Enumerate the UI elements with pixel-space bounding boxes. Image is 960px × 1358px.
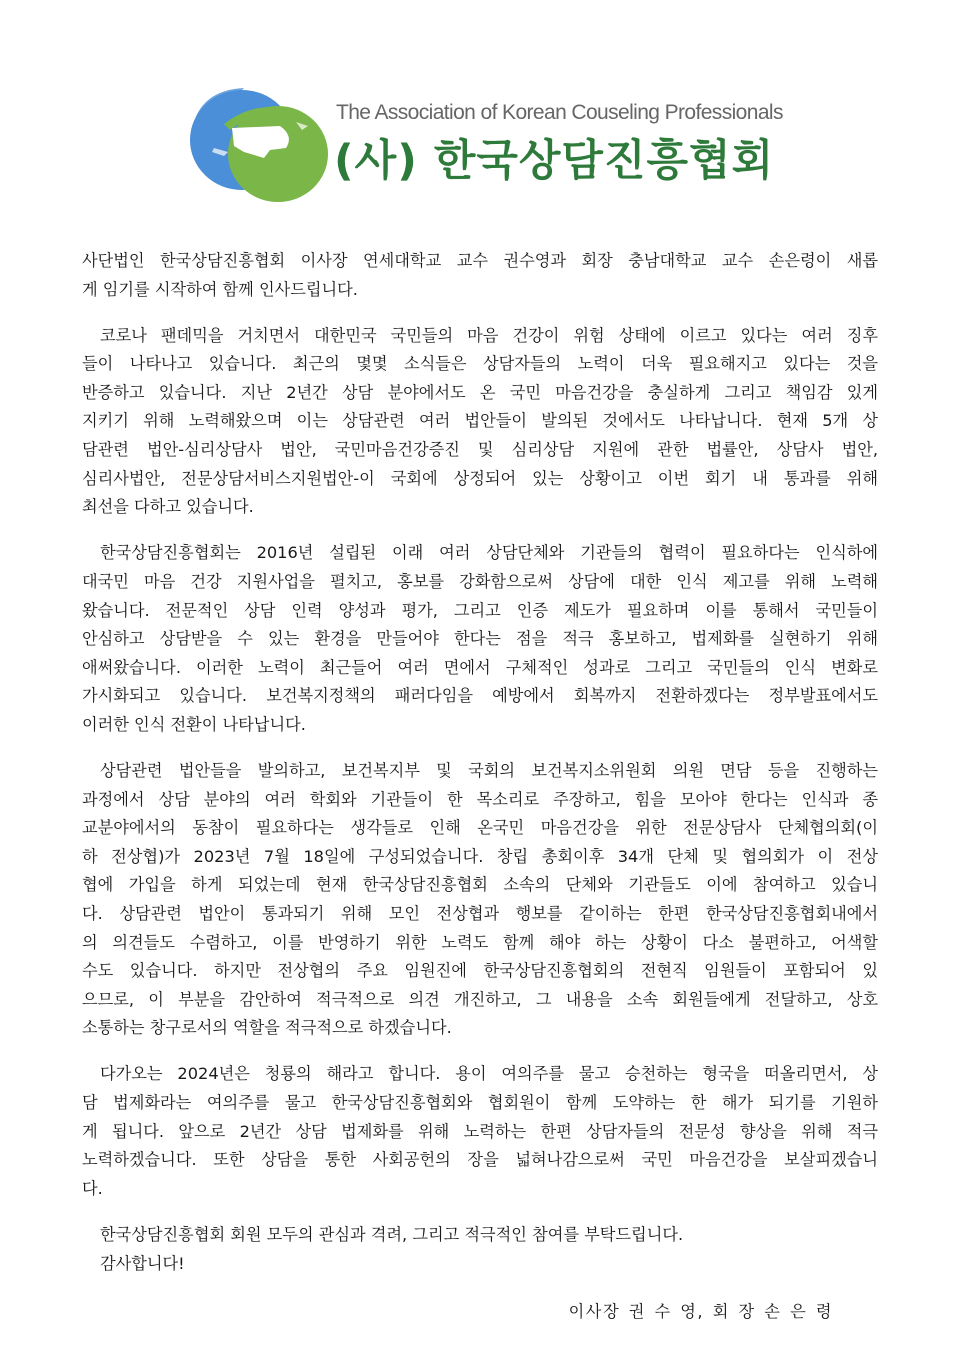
text-line: 다. (82, 1178, 103, 1198)
text-line: 게 됩니다. 앞으로 2년간 상담 법제화를 위해 노력하는 한편 상담자들의 전문성 향상을 위해 적극 (82, 1121, 878, 1141)
letter-body (82, 247, 878, 1296)
text-line: 수도 있습니다. 하지만 전상협의 주요 임원진에 한국상담진흥협회의 전현직 임원들이 포함되어 있 (82, 961, 878, 981)
text-line: 왔습니다. 전문적인 상담 인력 양성과 평가, 그리고 인증 제도가 필요하며 이를 통해서 국민들이 (82, 600, 878, 620)
text-line: 교분야에서의 동참이 필요하다는 생각들로 인해 온국민 마음건강을 위한 전문상담사 단체협의회(이 (82, 818, 878, 838)
text-line: 노력하겠습니다. 또한 상담을 통한 사회공헌의 장을 넓혀나감으로써 국민 마음건강을 보살피겠습니 (82, 1150, 878, 1170)
paragraph-new-year (82, 1060, 878, 1203)
association-english-name: The Association of Korean Couseling Professionals (336, 101, 783, 124)
text-line: 담관련 법안-심리상담사 법안, 국민마음건강증진 및 심리상담 지원에 관한 법률안, 상담사 법안, (82, 440, 878, 460)
association-logo-icon (184, 82, 334, 207)
text-line: 사단법인 한국상담진흥협회 이사장 연세대학교 교수 권수영과 회장 충남대학교 교수 손은령이 새롭 (82, 251, 878, 270)
text-line: 의 의견들도 수렴하고, 이를 반영하기 위한 노력도 함께 해야 하는 상황이 다소 불편하고, 어색할 (82, 932, 878, 952)
signature: 이사장 권 수 영, 회 장 손 은 령 (568, 1302, 833, 1321)
text-line: 대국민 마음 건강 지원사업을 펼치고, 홍보를 강화함으로써 상담에 대한 인식 제고를 위해 노력해 (82, 571, 878, 591)
paragraph-pandemic (82, 322, 878, 522)
text-line: 하 전상협)가 2023년 7월 18일에 구성되었습니다. 창립 총회이후 34개 단체 및 협의회가 이 전상 (82, 846, 878, 866)
text-line: 소통하는 창구로서의 역할을 적극적으로 하겠습니다. (82, 1018, 452, 1038)
association-korean-name: (사) 한국상담진흥협회 (334, 136, 775, 186)
text-line: 지키기 위해 노력해왔으며 이는 상담관련 여러 법안들이 발의된 것에서도 나타납니다. 현재 5개 상 (82, 411, 878, 431)
paragraph-council (82, 757, 878, 1043)
text-line: 협에 가입을 하게 되었는데 현재 한국상담진흥협회 소속의 단체와 기관들도 이에 참여하고 있습니 (82, 875, 878, 895)
text-line: 최선을 다하고 있습니다. (82, 497, 254, 517)
paragraph-greeting (82, 247, 878, 304)
text-line: 이러한 인식 전환이 나타납니다. (82, 714, 306, 734)
text-line: 상담관련 법안들을 발의하고, 보건복지부 및 국회의 보건복지소위원회 의원 면담 등을 진행하는 (100, 761, 878, 780)
text-line: 가시화되고 있습니다. 보건복지정책의 패러다임을 예방에서 회복까지 전환하겠다는 정부발표에서도 (82, 686, 878, 706)
text-line: 게 임기를 시작하여 함께 인사드립니다. (82, 279, 358, 299)
text-line: 다가오는 2024년은 청룡의 해라고 합니다. 용이 여의주를 물고 승천하는 형국을 떠올리면서, 상 (100, 1064, 878, 1084)
letterhead (184, 82, 784, 207)
text-line: 안심하고 상담받을 수 있는 환경을 만들어야 한다는 점을 적극 홍보하고, 법제화를 실현하기 위해 (82, 629, 878, 649)
text-line: 담 법제화라는 여의주를 물고 한국상담진흥협회와 협회원이 함께 도약하는 한 해가 되기를 기원하 (82, 1093, 878, 1113)
text-line: 감사합니다! (100, 1253, 185, 1273)
text-line: 과정에서 상담 분야의 여러 학회와 기관들이 한 목소리로 주장하고, 힘을 모아야 한다는 인식과 종 (82, 789, 878, 809)
text-line: 한국상담진흥협회는 2016년 설립된 이래 여러 상담단체와 기관들의 협력이 필요하다는 인식하에 (100, 543, 878, 563)
text-line: 심리사법안, 전문상담서비스지원법안-이 국회에 상정되어 있는 상황이고 이번 회기 내 통과를 위해 (82, 468, 878, 488)
text-line: 반증하고 있습니다. 지난 2년간 상담 분야에서도 온 국민 마음건강을 충실하게 그리고 책임감 있게 (82, 382, 878, 402)
text-line: 들이 나타나고 있습니다. 최근의 몇몇 소식들은 상담자들의 노력이 더욱 필요해지고 있다는 것을 (82, 354, 878, 374)
paragraph-closing (82, 1221, 878, 1278)
text-line: 애써왔습니다. 이러한 노력이 최근들어 여러 면에서 구체적인 성과로 그리고 국민들의 인식 변화로 (82, 657, 878, 677)
text-line: 코로나 팬데믹을 거치면서 대한민국 국민들의 마음 건강이 위험 상태에 이르고 있다는 여러 징후 (100, 325, 878, 345)
text-line: 다. 상담관련 법안이 통과되기 위해 모인 전상협과 행보를 같이하는 한편 한국상담진흥협회내에서 (82, 903, 878, 923)
text-line: 으므로, 이 부분을 감안하여 적극적으로 의견 개진하고, 그 내용을 소속 회원들에게 전달하고, 상호 (82, 989, 878, 1009)
paragraph-history (82, 539, 878, 739)
text-line: 한국상담진흥협회 회원 모두의 관심과 격려, 그리고 적극적인 참여를 부탁드립니다. (100, 1224, 684, 1244)
